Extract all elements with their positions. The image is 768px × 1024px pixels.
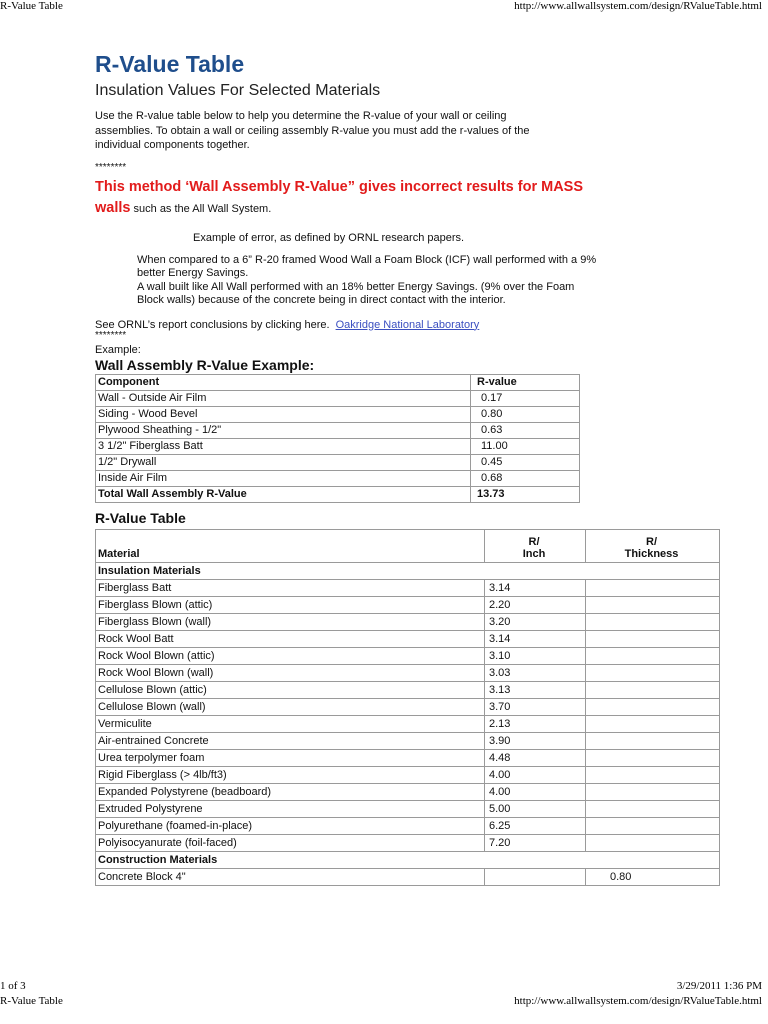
r-per-thickness-cell <box>586 800 720 817</box>
component-cell: 3 1/2" Fiberglass Batt <box>96 438 471 454</box>
component-cell: Inside Air Film <box>96 470 471 486</box>
component-cell: Siding - Wood Bevel <box>96 406 471 422</box>
rvalue-cell: 0.80 <box>471 406 580 422</box>
material-cell: Rigid Fiberglass (> 4lb/ft3) <box>96 766 485 783</box>
material-cell: Vermiculite <box>96 715 485 732</box>
table-row <box>96 454 580 470</box>
r-per-inch-cell: 4.00 <box>485 766 586 783</box>
r-per-inch-cell: 3.90 <box>485 732 586 749</box>
material-cell: Rock Wool Batt <box>96 630 485 647</box>
page-title: R-Value Table <box>95 51 245 77</box>
table-row <box>96 800 720 817</box>
r-per-thickness-cell <box>586 817 720 834</box>
material-cell: Concrete Block 4" <box>96 868 485 885</box>
r-per-inch-cell: 4.00 <box>485 783 586 800</box>
material-cell: Polyurethane (foamed-in-place) <box>96 817 485 834</box>
component-cell: Wall - Outside Air Film <box>96 390 471 406</box>
comparison-text <box>137 254 597 308</box>
page-content <box>95 50 725 886</box>
r-per-inch-cell: 7.20 <box>485 834 586 851</box>
header-r-per-thickness <box>586 529 720 562</box>
table-row <box>96 766 720 783</box>
table-row <box>96 715 720 732</box>
table-row <box>96 698 720 715</box>
header-r-inch-line1: R/ <box>528 535 540 548</box>
table-row <box>96 749 720 766</box>
rvalue-table-heading: R-Value Table <box>95 509 186 526</box>
print-header-url: http://www.allwallsystem.com/design/RValueTable.html <box>514 0 762 12</box>
r-per-inch-cell: 5.00 <box>485 800 586 817</box>
table-row <box>96 596 720 613</box>
print-footer-page: 1 of 3 <box>0 980 26 992</box>
table-row <box>96 613 720 630</box>
r-per-inch-cell: 3.14 <box>485 630 586 647</box>
r-per-thickness-cell <box>586 715 720 732</box>
r-per-thickness-cell <box>586 630 720 647</box>
comparison-line-1: When compared to a 6” R-20 framed Wood Wall a Foam Block (ICF) wall performed with a 9% better Energy Savings. <box>137 253 597 279</box>
assembly-heading: Wall Assembly R-Value Example: <box>95 356 315 373</box>
material-cell: Rock Wool Blown (wall) <box>96 664 485 681</box>
total-value-cell: 13.73 <box>471 486 580 502</box>
material-cell: Rock Wool Blown (attic) <box>96 647 485 664</box>
r-per-thickness-cell <box>586 647 720 664</box>
ornl-link[interactable]: Oakridge National Laboratory <box>335 318 480 331</box>
component-cell: 1/2" Drywall <box>96 454 471 470</box>
rvalue-cell: 11.00 <box>471 438 580 454</box>
header-r-inch-line2: Inch <box>522 547 546 560</box>
ornl-text: See ORNL’s report conclusions by clicking here. <box>95 318 330 331</box>
r-per-thickness-cell <box>586 749 720 766</box>
header-r-thick-line1: R/ <box>646 535 657 548</box>
header-r-thick-line2: Thickness <box>624 547 679 560</box>
r-per-inch-cell: 2.20 <box>485 596 586 613</box>
print-footer-url: http://www.allwallsystem.com/design/RValueTable.html <box>514 995 762 1007</box>
r-per-inch-cell: 3.14 <box>485 579 586 596</box>
rvalue-table-header <box>96 529 720 562</box>
assembly-table-header <box>96 374 580 390</box>
warning-text <box>95 177 615 220</box>
section-row <box>96 562 720 579</box>
r-per-thickness-cell <box>586 732 720 749</box>
total-label-cell: Total Wall Assembly R-Value <box>96 486 471 502</box>
material-cell: Air-entrained Concrete <box>96 732 485 749</box>
table-row <box>96 732 720 749</box>
example-label: Example: <box>95 343 141 356</box>
r-per-thickness-cell <box>586 664 720 681</box>
material-cell: Extruded Polystyrene <box>96 800 485 817</box>
r-per-thickness-cell <box>586 698 720 715</box>
header-material: Material <box>96 529 485 562</box>
header-rvalue: R-value <box>471 374 580 390</box>
rvalue-table <box>95 529 720 886</box>
material-cell: Expanded Polystyrene (beadboard) <box>96 783 485 800</box>
separator-stars-2: ******** <box>95 329 127 341</box>
r-per-thickness-cell <box>586 766 720 783</box>
r-per-inch-cell <box>485 868 586 885</box>
table-row <box>96 438 580 454</box>
table-row <box>96 630 720 647</box>
table-row <box>96 868 720 885</box>
table-row <box>96 390 580 406</box>
table-row <box>96 664 720 681</box>
print-footer-title: R-Value Table <box>0 995 63 1007</box>
material-cell: Polyisocyanurate (foil-faced) <box>96 834 485 851</box>
section-row <box>96 851 720 868</box>
r-per-inch-cell: 3.03 <box>485 664 586 681</box>
table-row <box>96 406 580 422</box>
assembly-table <box>95 374 580 503</box>
header-r-per-inch <box>485 529 586 562</box>
rvalue-cell: 0.68 <box>471 470 580 486</box>
table-row <box>96 834 720 851</box>
print-header-title: R-Value Table <box>0 0 63 12</box>
section-heading-cell: Insulation Materials <box>96 562 720 579</box>
r-per-inch-cell: 6.25 <box>485 817 586 834</box>
rvalue-cell: 0.63 <box>471 422 580 438</box>
rvalue-cell: 0.45 <box>471 454 580 470</box>
r-per-inch-cell: 3.10 <box>485 647 586 664</box>
r-per-inch-cell: 4.48 <box>485 749 586 766</box>
material-cell: Cellulose Blown (wall) <box>96 698 485 715</box>
material-cell: Urea terpolymer foam <box>96 749 485 766</box>
material-cell: Fiberglass Batt <box>96 579 485 596</box>
table-row <box>96 681 720 698</box>
comparison-line-2: A wall built like All Wall performed with an 18% better Energy Savings. (9% over the Foam Block walls) because of the concrete being in direct contact with the interior. <box>137 280 575 306</box>
warning-tail: such as the All Wall System. <box>130 202 272 215</box>
separator-stars: ******** <box>95 161 127 173</box>
table-row <box>96 647 720 664</box>
table-row <box>96 422 580 438</box>
print-footer-datetime: 3/29/2011 1:36 PM <box>676 980 762 992</box>
rvalue-cell: 0.17 <box>471 390 580 406</box>
r-per-inch-cell: 3.20 <box>485 613 586 630</box>
ornl-line <box>95 319 725 331</box>
table-row <box>96 817 720 834</box>
material-cell: Fiberglass Blown (attic) <box>96 596 485 613</box>
material-cell: Cellulose Blown (attic) <box>96 681 485 698</box>
r-per-inch-cell: 3.70 <box>485 698 586 715</box>
r-per-thickness-cell: 0.80 <box>586 868 720 885</box>
error-example-text: Example of error, as defined by ORNL research papers. <box>193 231 465 244</box>
table-row <box>96 783 720 800</box>
table-row <box>96 470 580 486</box>
r-per-thickness-cell <box>586 613 720 630</box>
section-heading-cell: Construction Materials <box>96 851 720 868</box>
r-per-thickness-cell <box>586 681 720 698</box>
r-per-inch-cell: 2.13 <box>485 715 586 732</box>
r-per-thickness-cell <box>586 834 720 851</box>
page-subtitle: Insulation Values For Selected Materials <box>95 82 381 99</box>
header-component: Component <box>96 374 471 390</box>
component-cell: Plywood Sheathing - 1/2" <box>96 422 471 438</box>
r-per-thickness-cell <box>586 579 720 596</box>
table-row <box>96 579 720 596</box>
r-per-thickness-cell <box>586 783 720 800</box>
intro-paragraph: Use the R-value table below to help you determine the R-value of your wall or ceiling assemblies. To obtain a wall or ceiling assembly R-value you must add the r-values of the individual components together. <box>95 110 530 151</box>
total-row <box>96 486 580 502</box>
warning-main: This method ‘Wall Assembly R-Value” gives incorrect results for MASS walls <box>95 178 584 216</box>
r-per-inch-cell: 3.13 <box>485 681 586 698</box>
r-per-thickness-cell <box>586 596 720 613</box>
material-cell: Fiberglass Blown (wall) <box>96 613 485 630</box>
